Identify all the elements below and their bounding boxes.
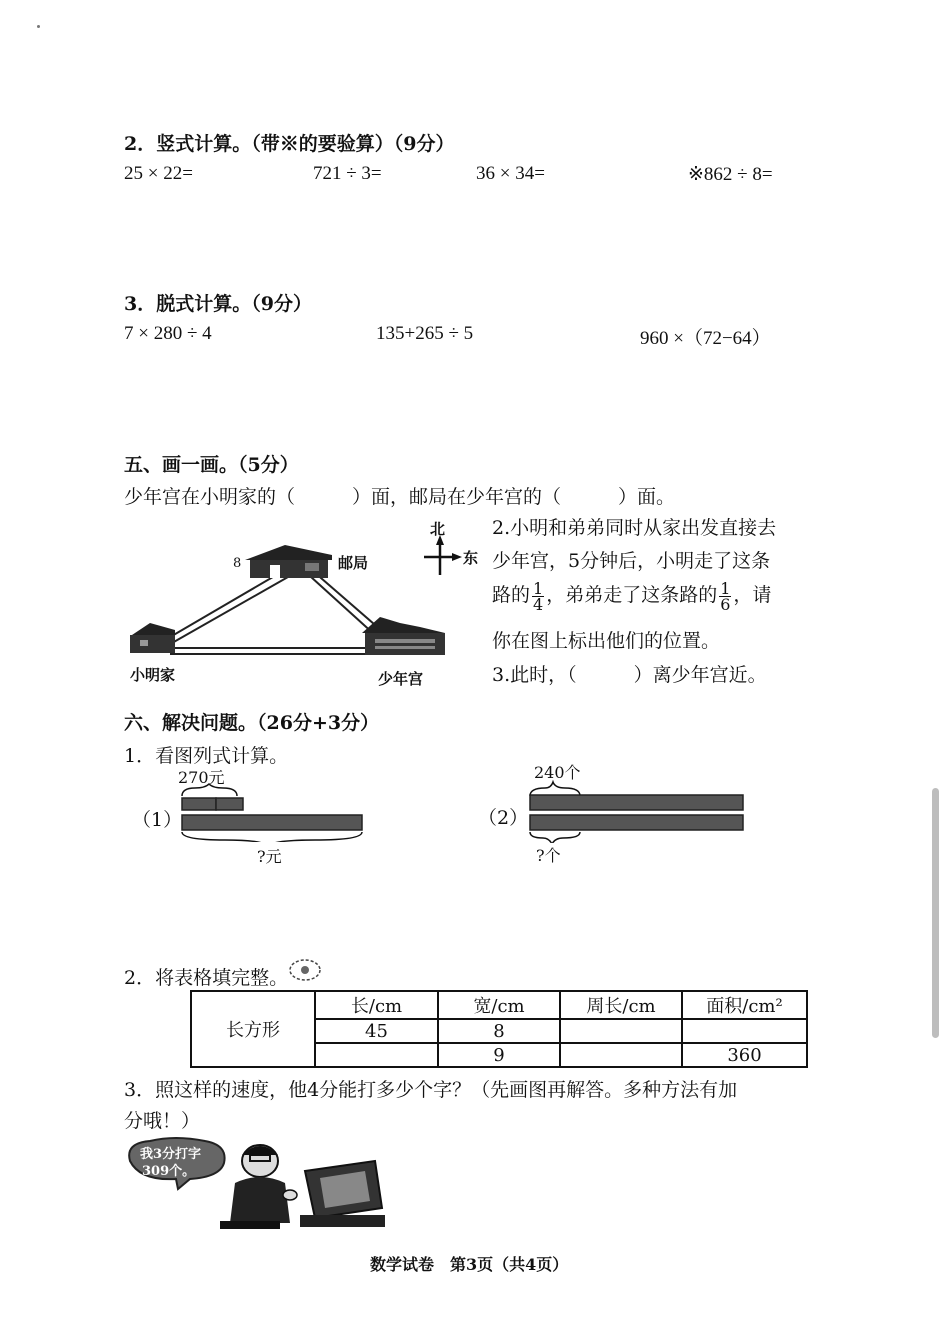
scan-speck [37,25,40,28]
frac2-denominator: 6 [720,594,731,614]
section5-line1: 少年宫在小明家的（ ）面，邮局在少年宫的（ ）面。 [124,486,676,508]
fig1-diagram [175,782,375,842]
fig2-diagram [525,778,750,843]
q3-item-2: 135+265 ÷ 5 [376,323,474,344]
page-footer: 数学试卷 第3页（共4页） [370,1255,569,1274]
compass-icon [424,535,462,575]
line3-text-b: ，弟弟走了这条路的 [546,584,718,606]
frac1-numerator: 1 [533,578,544,598]
table-cell[interactable]: 8 [438,1019,560,1043]
section5-q2-line1: 2.小明和弟弟同时从家出发直接去 [492,517,777,539]
fig1-top-label: 270元 [178,768,225,787]
line3-text-c: ，请 [733,584,772,606]
home-icon [130,623,175,653]
table-cell[interactable] [560,1019,682,1043]
section6-title: 六、解决问题。（26分+3分） [124,712,380,734]
section6-q3-line2: 分哦！） [124,1110,201,1132]
section6-q1-title: 1．看图列式计算。 [124,745,289,767]
table-cell[interactable] [682,1019,807,1043]
table-header-width: 宽/cm [438,991,560,1019]
map-number-mark: 8 [233,556,242,571]
section5-title: 五、画一画。（5分） [124,454,299,476]
frac1-denominator: 4 [533,594,544,614]
youth-palace-icon [362,617,445,655]
table-header-area: 面积/cm² [682,991,807,1019]
compass-north-label: 北 [430,520,446,538]
table-row-header: 长方形 [191,991,315,1067]
table-cell[interactable]: 360 [682,1043,807,1067]
table-cell[interactable]: 9 [438,1043,560,1067]
fig2-bottom-label: ?个 [536,846,561,865]
fig2-bar-b [530,815,743,830]
q3-item-3: 960 ×（72−64） [640,328,771,349]
table-cell[interactable] [560,1043,682,1067]
post-office-label: 邮局 [338,554,369,572]
table-cell[interactable]: 45 [315,1019,438,1043]
desk-icon [220,1221,280,1229]
q2-title: 2．竖式计算。（带※的要验算）（9分） [124,133,455,155]
fig1-bottom-brace [182,832,362,842]
rectangle-table [190,990,808,1068]
bubble-line1: 我3分打字 [140,1147,202,1162]
q2-item-4: ※862 ÷ 8= [688,164,773,185]
scrollbar-thumb[interactable] [932,788,939,1038]
section6-q2-title: 2．将表格填完整。 [124,967,289,989]
section5-q2-line3 [492,580,771,612]
youth-palace-label: 少年宫 [378,670,424,688]
q3-title: 3．脱式计算。（9分） [124,293,312,315]
road-home-post-edge [165,573,295,647]
bubble-line2: 309个。 [142,1164,196,1179]
fig2-label: （2） [478,807,529,829]
table-header-perimeter: 周长/cm [560,991,682,1019]
fig1-bar-a2 [216,798,243,810]
fig1-label: （1） [132,809,183,831]
fig2-top-brace [530,782,580,796]
fig2-bar-a [530,795,743,810]
q2-item-3: 36 × 34= [476,163,545,184]
fig2-top-label: 240个 [534,763,581,782]
fig1-bar-b [182,815,362,830]
boy-typing-icon [230,1145,297,1223]
q2-item-2: 721 ÷ 3= [313,163,382,184]
fig1-bar-a1 [182,798,216,810]
home-label: 小明家 [130,666,176,684]
section5-q3: 3.此时，（ ）离少年宫近。 [492,664,767,686]
fig1-bottom-label: ?元 [257,847,282,866]
q3-item-1: 7 × 280 ÷ 4 [124,323,212,344]
fig2-bottom-brace [530,832,580,843]
table-cell[interactable] [315,1043,438,1067]
fraction-one-quarter [532,578,544,614]
computer-icon [300,1161,385,1227]
post-office-icon [245,545,332,578]
cartoon-badge-icon [287,957,323,983]
fig1-top-brace [182,784,237,796]
section6-q3-line1: 3．照这样的速度，他4分能打多少个字？（先画图再解答。多种方法有加 [124,1079,738,1101]
table-header-length: 长/cm [315,991,438,1019]
q2-item-1: 25 × 22= [124,163,193,184]
map-figure [120,515,490,695]
line3-text-a: 路的 [492,584,531,606]
section5-q2-line4: 你在图上标出他们的位置。 [492,630,721,652]
frac2-numerator: 1 [720,578,731,598]
compass-east-label: 东 [463,549,479,567]
fraction-one-sixth [719,578,731,614]
section5-q2-line2: 少年宫，5分钟后，小明走了这条 [492,550,771,572]
